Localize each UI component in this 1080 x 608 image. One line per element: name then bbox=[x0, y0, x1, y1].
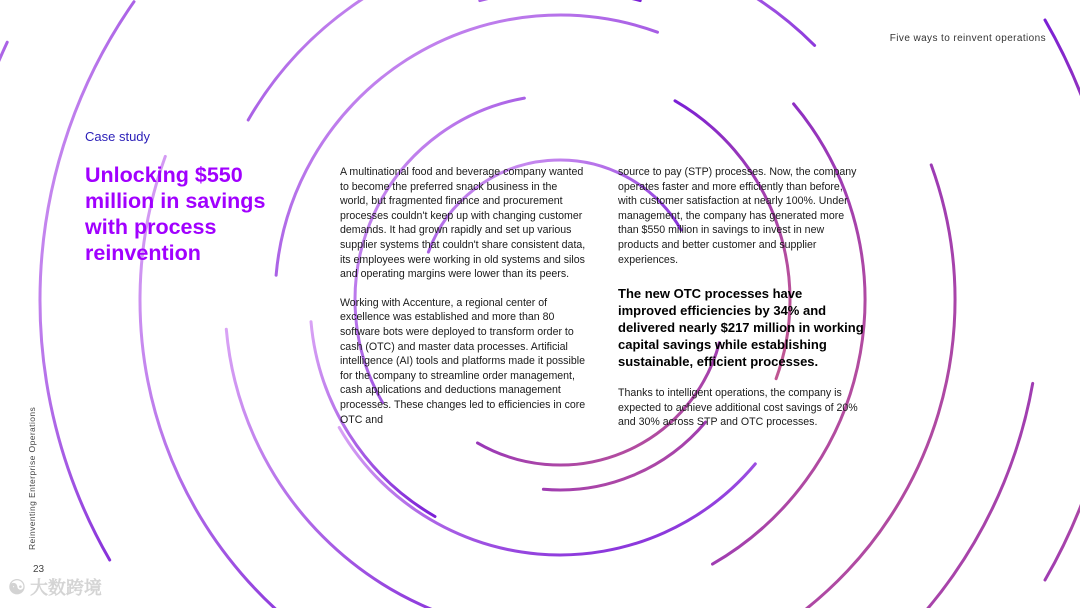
swirl-logo-icon: ☯ bbox=[8, 576, 26, 599]
decorative-arc bbox=[480, 0, 640, 1]
body-paragraph: Working with Accenture, a regional center of excellence was established and more than 80 software bots were deployed to transform order to cash (OTC) and master data processes. Artificial intelligence (AI) tools and platforms made it possible for the company to streamline order management, cash applications and deductions management processes. These changes led to efficiencies in core OTC and bbox=[340, 296, 586, 426]
case-study-label: Case study bbox=[85, 129, 151, 144]
running-title: Five ways to reinvent operations bbox=[889, 33, 1046, 44]
body-column-1 bbox=[340, 165, 586, 441]
document-title-vertical: Reinventing Enterprise Operations bbox=[27, 406, 37, 550]
body-paragraph: source to pay (STP) processes. Now, the company operates faster and more efficiently than before, with customer satisfaction at nearly 100%. Under management, the company has generated more than $550 million in savings to invest in new products and better customer and supplier experiences. bbox=[618, 166, 857, 266]
decorative-arc bbox=[40, 2, 134, 560]
decorative-arc bbox=[1045, 20, 1080, 580]
page-number: 23 bbox=[33, 564, 45, 575]
watermark bbox=[8, 574, 102, 600]
decorative-arc bbox=[0, 42, 7, 406]
decorative-arc bbox=[248, 0, 814, 120]
watermark-text: 大数跨境 bbox=[29, 578, 102, 598]
pull-quote: The new OTC processes have improved efficiencies by 34% and delivered nearly $217 million in working capital savings while establishing sustainable, efficient processes. bbox=[618, 286, 864, 370]
headline: Unlocking $550 million in savings with process reinvention bbox=[85, 163, 266, 265]
decorative-arc bbox=[339, 428, 755, 555]
body-paragraph: A multinational food and beverage company wanted to become the preferred snack business in the world, but fragmented finance and procurement processes couldn't keep up with changing customer demands. It had grown rapidly and set up various supplier systems that couldn't share consistent data, its employees were working in old systems and silos and operating margins were lower than its peers. bbox=[340, 166, 586, 281]
body-column-2 bbox=[618, 165, 864, 444]
body-paragraph: Thanks to intelligent operations, the company is expected to achieve additional cost savings of 20% and 30% across STP and OTC processes. bbox=[618, 387, 858, 429]
